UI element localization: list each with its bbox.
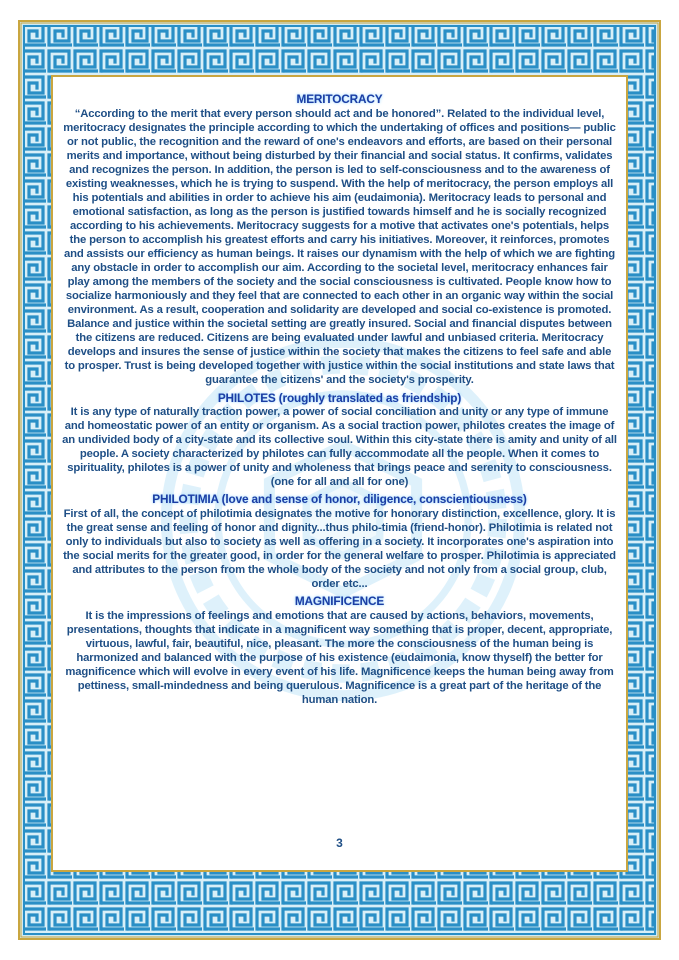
section-body-magnificence: It is the impressions of feelings and emotions that are caused by actions, behaviors, movements, presentations, thoughts that indicate in a magnificent way something that is proper, decent, appropriate, virtuous, lawful, fair, beautiful, nice, pleasant. The more the consciousness of the human being is harmonized and balanced with the purpose of his existence (eudaimonia, know thyself) the better for magnificence which will evolve in every event of his life. Magnificence keeps the human being away from pettiness, small-mindedness and being querulous. Magnificence is a great part of the heritage of the human nation. [65,609,614,707]
section-body-philotimia: First of all, the concept of philotimia designates the motive for honorary distinction, excellence, glory. It is the great sense and feeling of honor and dignity...thus philo-timia (friend-honor). Philotimia is related not only to individuals but also to society as well as offering in a society. It incorporates one's aspiration into the social merits for the greater good, in order for the general welfare to prosper. Philotimia is appreciated and attributes to the person from the whole body of the society and not only from a social group, club, order etc... [63,508,616,591]
section-body-meritocracy: “According to the merit that every person should act and be honored”. Related to the individual level, meritocracy designates the principle according to which the undertaking of offices and positions— public or not public, the recognition and the reward of one's endeavors and efforts, are based on their personal merits and importance, without being disturbed by their financial and social status. It confirms, validates and recognizes the person. In addition, the person is led to self-consciousness and to the awareness of existing weaknesses, which he is trying to suspend. With the help of meritocracy, the person employs all his potentials and abilities in order to achieve his aim (eudaimonia). Meritocracy leads to personal and emotional satisfaction, as long as the person is justified towards himself and he is socially recognized according to his achievements. Meritocracy suggests for a motive that activates one's potentials, helps the person to accomplish his greatest efforts and carry his initiatives. Moreover, it reinforces, promotes and assists our efficiency as human beings. It raises our dynamism with the help of which we are fighting any obstacle in order to accomplish our aim. According to the societal level, meritocracy enhances fair play among the members of the society and the social consciousness is cultivated. People know how to socialize harmoniously and they feel that are connected to each other in an organic way within the social environment. As a result, cooperation and solidarity are developed and social co-existence is promoted. Balance and justice within the societal setting are greatly insured. Social and financial disputes between the citizens are reduced. Citizens are being evaluated under lawful and unbiased criteria. Meritocracy develops and insures the sense of justice within the society that makes the citizens to feel safe and able to prosper. Trust is being developed together with justice within the social institutions and state laws that guarantee the citizens' and the society's prosperity. [63,107,616,387]
page-number: 3 [336,836,343,850]
document-text [62,92,617,710]
section-heading-philotimia: PHILOTIMIA (love and sense of honor, diligence, conscientiousness) [152,492,527,507]
section-heading-meritocracy: MERITOCRACY [296,92,383,106]
section-body-philotes: It is any type of naturally traction power, a power of social conciliation and unity or any type of immune and homeostatic power of an entity or organism. As a social traction power, philotes creates the image of an undivided body of a city-state and its collective soul. Within this city-state there is amity and unity of all people. A society characterized by philotes can fully accommodate all the people. When it comes to spirituality, philotes is a power of unity and wholeness that brings peace and serenity to consciousness. (one for all and all for one) [62,406,617,489]
section-heading-philotes: PHILOTES (roughly translated as friendship) [217,390,462,405]
section-heading-magnificence: MAGNIFICENCE [294,594,385,609]
